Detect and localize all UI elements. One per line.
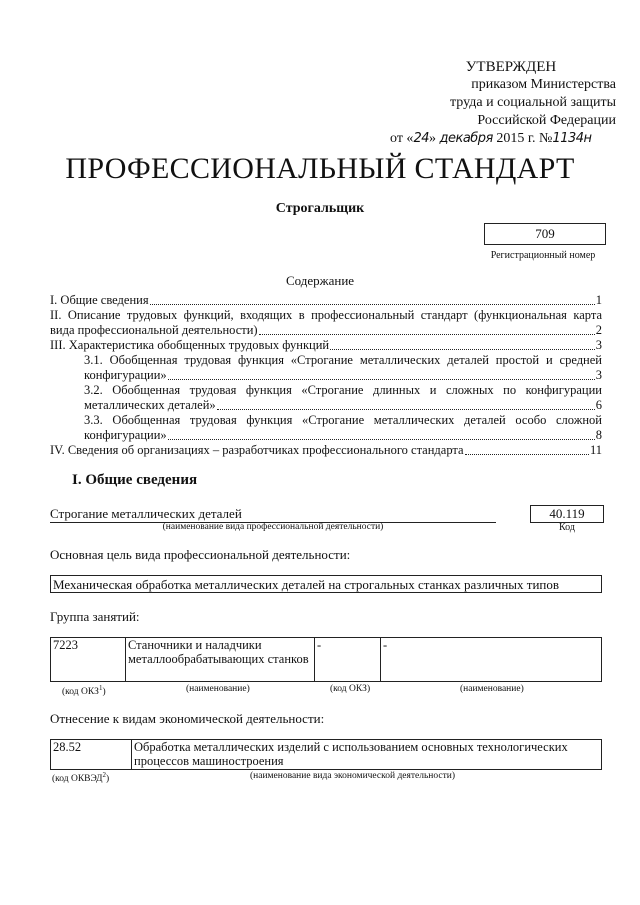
okved-name-cell: Обработка металлических изделий с использованием основных технологических процессов машиностроения (132, 740, 602, 770)
toc-item[interactable]: I. Общие сведения 1 (50, 293, 602, 307)
okz-code-cell: 7223 (51, 638, 126, 682)
document-subtitle: Строгальщик (275, 201, 365, 216)
registration-number-box: 709 (484, 223, 606, 245)
toc-heading: Содержание (285, 273, 355, 288)
okved-name-caption: (наименование вида экономической деятельности) (250, 771, 455, 781)
toc-item[interactable]: 3.3. Обобщенная трудовая функция «Строгание металлических деталей особо сложной конфигурации» 8 (84, 413, 602, 442)
okz-code-caption-2: (код ОКЗ) (330, 684, 371, 694)
approval-heading: УТВЕРЖДЕН (465, 59, 557, 75)
okz-name-cell-2: - (381, 638, 602, 682)
activity-code-caption: Код (559, 522, 575, 533)
group-label: Группа занятий: (50, 609, 140, 624)
okz-code-cell-2: - (315, 638, 381, 682)
okved-code-cell: 28.52 (51, 740, 132, 770)
okved-code-caption: (код ОКВЭД$^2$) (52, 771, 110, 785)
section-heading: I. Общие сведения (72, 472, 198, 488)
toc-item[interactable]: 3.2. Обобщенная трудовая функция «Строгание длинных и сложных по конфигурации металлических деталей» 6 (84, 383, 602, 412)
activity-name-field: Строгание металлических деталей (50, 506, 496, 523)
approval-date: от «24» декабря 2015 г. №1134н (390, 131, 592, 146)
document-title: ПРОФЕССИОНАЛЬНЫЙ СТАНДАРТ (65, 152, 575, 185)
toc-item[interactable]: III. Характеристика обобщенных трудовых функций 3 (50, 338, 602, 352)
toc-item[interactable]: 3.1. Обобщенная трудовая функция «Строгание металлических деталей простой и средней конфигурации» 3 (84, 353, 602, 382)
goal-box: Механическая обработка металлических деталей на строгальных станках различных типов (50, 575, 602, 593)
approval-line: Российской Федерации (477, 113, 616, 128)
goal-label: Основная цель вида профессиональной деятельности: (50, 547, 351, 562)
handwritten-month: декабря (439, 131, 493, 146)
econ-activity-label: Отнесение к видам экономической деятельности: (50, 711, 325, 726)
okz-name-caption: (наименование) (186, 684, 250, 694)
occupation-group-table (50, 637, 602, 682)
activity-code-box: 40.119 (530, 505, 604, 523)
toc-item[interactable]: IV. Сведения об организациях – разработчиках профессионального стандарта 11 (50, 443, 602, 457)
okz-name-caption-2: (наименование) (460, 684, 524, 694)
table-of-contents (50, 293, 602, 458)
approval-block (386, 58, 616, 148)
econ-activity-table (50, 739, 602, 770)
activity-name-caption: (наименование вида профессиональной деятельности) (162, 522, 384, 532)
handwritten-number: 1134н (552, 131, 592, 146)
okz-code-caption: (код ОКЗ$^1$) (62, 684, 106, 698)
approval-line: труда и социальной защиты (450, 95, 616, 110)
approval-line: приказом Министерства (471, 77, 616, 92)
okz-name-cell: Станочники и наладчики металлообрабатывающих станков (126, 638, 315, 682)
registration-number-label: Регистрационный номер (490, 250, 596, 261)
handwritten-day: 24 (413, 131, 429, 146)
toc-item[interactable]: II. Описание трудовых функций, входящих в профессиональный стандарт (функциональная карта вида профессиональной деятельности) 2 (50, 308, 602, 337)
